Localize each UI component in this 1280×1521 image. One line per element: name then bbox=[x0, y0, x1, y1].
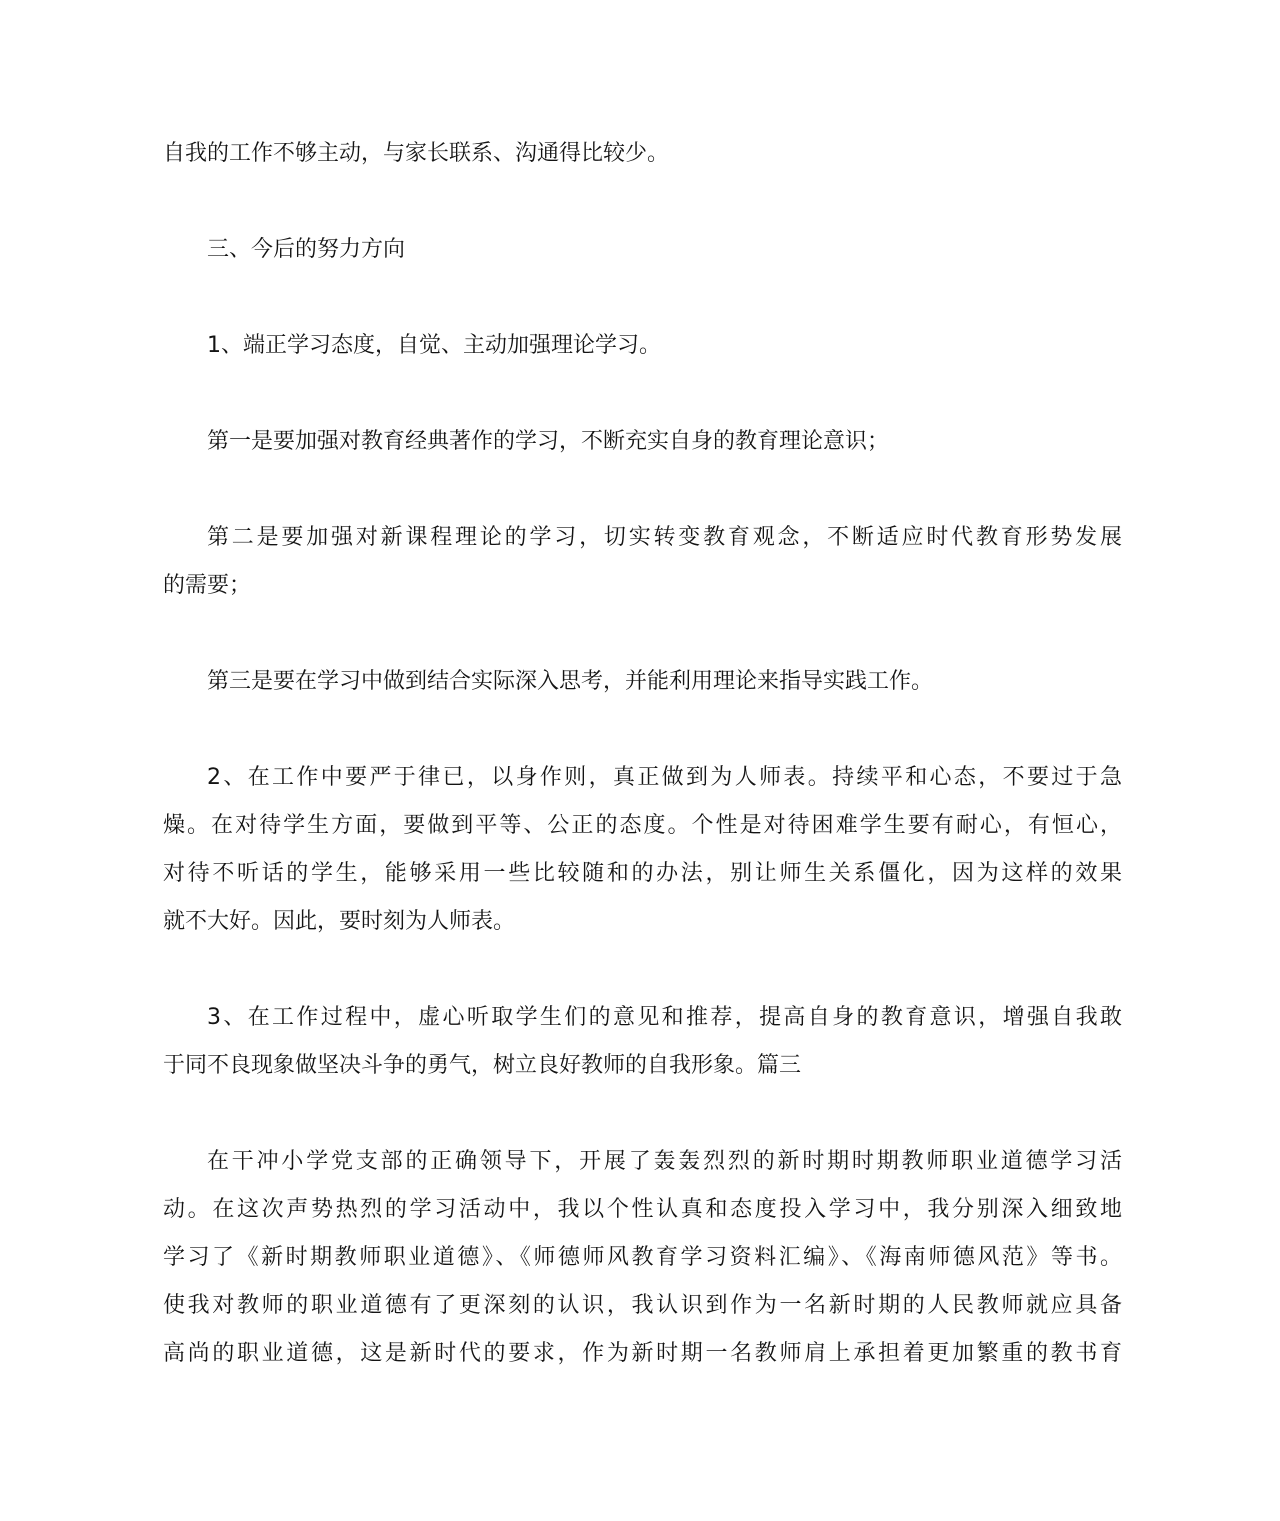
text-line: 3、在工作过程中，虚心听取学生们的意见和推荐，提高自身的教育意识，增强自我敢 bbox=[207, 1005, 1122, 1030]
text-line: 燥。在对待学生方面，要做到平等、公正的态度。个性是对待困难学生要有耐心，有恒心， bbox=[163, 813, 1122, 838]
text-line: 第一是要加强对教育经典著作的学习，不断充实自身的教育理论意识； bbox=[207, 429, 890, 454]
text-line: 学习了《新时期教师职业道德》、《师德师风教育学习资料汇编》、《海南师德风范》等书。 bbox=[163, 1245, 1122, 1270]
paragraph bbox=[163, 226, 1122, 274]
text-line: 使我对教师的职业道德有了更深刻的认识，我认识到作为一名新时期的人民教师就应具备 bbox=[163, 1293, 1122, 1318]
paragraph bbox=[163, 658, 1122, 706]
text-line: 2、在工作中要严于律已，以身作则，真正做到为人师表。持续平和心态，不要过于急 bbox=[207, 765, 1122, 790]
text-line: 就不大好。因此，要时刻为人师表。 bbox=[163, 909, 516, 934]
text-line: 第三是要在学习中做到结合实际深入思考，并能利用理论来指导实践工作。 bbox=[207, 669, 934, 694]
text-line: 1、端正学习态度，自觉、主动加强理论学习。 bbox=[207, 333, 661, 358]
paragraph bbox=[163, 130, 1122, 178]
paragraph bbox=[163, 994, 1122, 1090]
text-line: 自我的工作不够主动，与家长联系、沟通得比较少。 bbox=[163, 141, 670, 166]
text-line: 的需要； bbox=[163, 573, 252, 598]
paragraph bbox=[163, 322, 1122, 370]
document-body bbox=[163, 130, 1122, 1378]
text-line: 在干冲小学党支部的正确领导下，开展了轰轰烈烈的新时期时期教师职业道德学习活 bbox=[207, 1149, 1122, 1174]
text-line: 第二是要加强对新课程理论的学习，切实转变教育观念，不断适应时代教育形势发展 bbox=[207, 525, 1122, 550]
paragraph bbox=[163, 754, 1122, 946]
text-line: 动。在这次声势热烈的学习活动中，我以个性认真和态度投入学习中，我分别深入细致地 bbox=[163, 1197, 1122, 1222]
text-line: 对待不听话的学生，能够采用一些比较随和的办法，别让师生关系僵化，因为这样的效果 bbox=[163, 861, 1122, 886]
paragraph bbox=[163, 1138, 1122, 1378]
paragraph bbox=[163, 418, 1122, 466]
text-line: 于同不良现象做坚决斗争的勇气，树立良好教师的自我形象。篇三 bbox=[163, 1053, 802, 1078]
text-line: 高尚的职业道德，这是新时代的要求，作为新时期一名教师肩上承担着更加繁重的教书育 bbox=[163, 1341, 1122, 1366]
paragraph bbox=[163, 514, 1122, 610]
text-line: 三、今后的努力方向 bbox=[207, 237, 406, 262]
